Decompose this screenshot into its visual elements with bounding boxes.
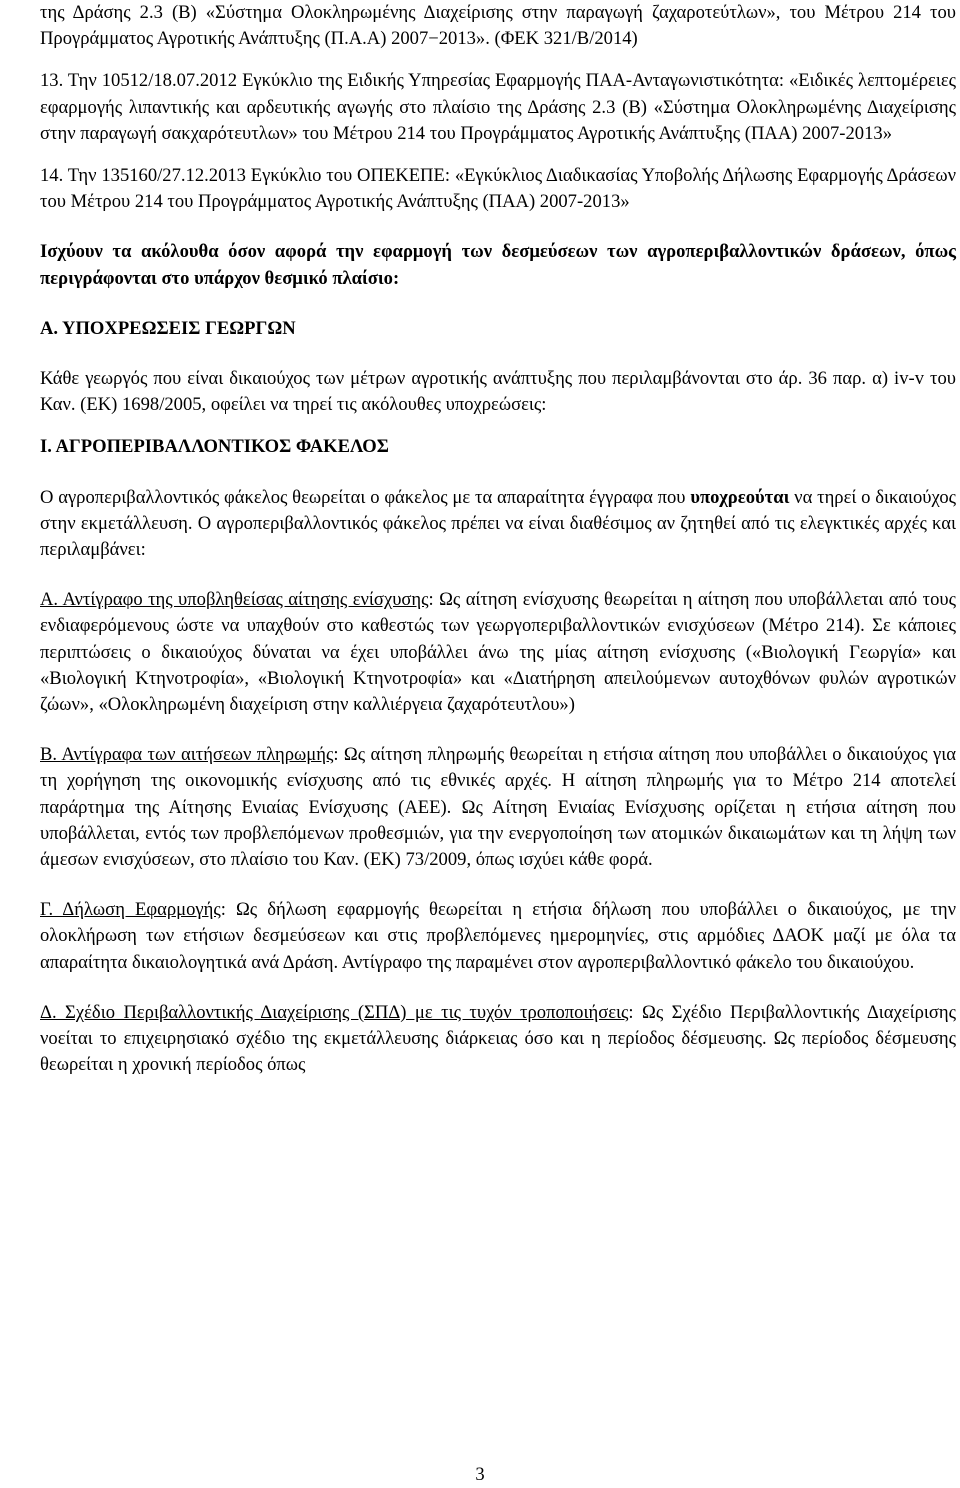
item-d-environmental-plan xyxy=(40,1000,956,1079)
item-b-payment-copies xyxy=(40,742,956,873)
folder-intro-after: να τηρεί ο δικαιούχος στην εκμετάλλευση. Ο αγροπεριβαλλοντικός φάκελος πρέπει να είναι διαθέσιμος αν ζητηθεί από τις ελεγκτικές αρχές και περιλαμβάνει: xyxy=(40,486,956,561)
item-a-title: Α. Αντίγραφο της υποβληθείσας αίτησης ενίσχυσης xyxy=(40,589,429,611)
item-b-title: Β. Αντίγραφα των αιτήσεων πληρωμής xyxy=(40,744,334,766)
folder-intro-before: Ο αγροπεριβαλλοντικός φάκελος θεωρείται ο φάκελος με τα απαραίτητα έγγραφα που xyxy=(40,486,691,508)
reference-12-continued: της Δράσης 2.3 (Β) «Σύστημα Ολοκληρωμένης Διαχείρισης στην παραγωγή ζαχαροτεύτλων», του Μέτρου 214 του Προγράμματος Αγροτικής Ανάπτυξης (Π.Α.Α) 2007−2013». (ΦΕΚ 321/Β/2014) xyxy=(40,2,956,50)
item-d-title: Δ. Σχέδιο Περιβαλλοντικής Διαχείρισης (ΣΠΔ) με τις τυχόν τροποποιήσεις xyxy=(40,1001,629,1023)
page-number: 3 xyxy=(475,1464,485,1485)
reference-14: 14. Την 135160/27.12.2013 Εγκύκλιο του ΟΠΕΚΕΠΕ: «Εγκύκλιος Διαδικασίας Υποβολής Δήλωσης Εφαρμογής Δράσεων του Μέτρου 214 του Προγράμματος Αγροτικής Ανάπτυξης (ΠΑΑ) 2007-2013» xyxy=(40,165,956,213)
item-c-implementation-declaration xyxy=(40,897,956,976)
paragraph-farmer-obligations: Κάθε γεωργός που είναι δικαιούχος των μέτρων αγροτικής ανάπτυξης που περιλαμβάνονται στο άρ. 36 παρ. α) iv-v του Καν. (ΕΚ) 1698/2005, οφείλει να τηρεί τις ακόλουθες υποχρεώσεις: xyxy=(40,368,956,416)
statement-paragraph: Ισχύουν τα ακόλουθα όσον αφορά την εφαρμογή των δεσμεύσεων των αγροπεριβαλλοντικών δράσεων, όπως περιγράφονται στο υπάρχον θεσμικό πλαίσιο: xyxy=(40,241,956,289)
heading-i-agri-environmental-folder: Ι. ΑΓΡΟΠΕΡΙΒΑΛΛΟΝΤΙΚΟΣ ΦΑΚΕΛΟΣ xyxy=(40,436,389,458)
item-d-text: : Ως Σχέδιο Περιβαλλοντικής Διαχείρισης νοείται το επιχειρησιακό σχέδιο της εκμετάλλευσης διάρκειας όσο και η περίοδος δέσμευσης. Ως περίοδος δέσμευσης θεωρείται η χρονική περίοδος όπως xyxy=(40,1001,956,1076)
folder-intro-bold: υποχρεούται xyxy=(690,486,790,508)
item-b-text: : Ως αίτηση πληρωμής θεωρείται η ετήσια αίτηση που υποβάλλει ο δικαιούχος για τη χορήγηση της οικονομικής ενίσχυσης από τις εθνικές αρχές. Η αίτηση πληρωμής για το Μέτρο 214 αποτελεί παράρτημα της Αίτησης Ενιαίας Ενίσχυσης (ΑΕΕ). Ως Αίτηση Ενιαίας Ενίσχυσης ορίζεται η ετήσια αίτηση που υποβάλλεται, εντός των προβλεπόμενων προθεσμιών, για την ενεργοποίηση των ατομικών δικαιωμάτων και τη λήψη των άμεσων ενισχύσεων, στο πλαίσιο του Καν. (ΕΚ) 73/2009, όπως ισχύει κάθε φορά. xyxy=(40,744,957,871)
heading-a-farmer-obligations: Α. ΥΠΟΧΡΕΩΣΕΙΣ ΓΕΩΡΓΩΝ xyxy=(40,317,296,339)
item-c-title: Γ. Δήλωση Εφαρμογής xyxy=(40,899,221,921)
item-a-text: : Ως αίτηση ενίσχυσης θεωρείται η αίτηση που υποβάλλεται από τους ενδιαφερόμενους ώστε να υπαχθούν στο καθεστώς των γεωργοπεριβαλλοντικών ενισχύσεων (Μέτρο 214). Σε κάποιες περιπτώσεις ο δικαιούχος δύναται να έχει υποβάλλει άνω της μίας αίτηση ενίσχυσης («Βιολογική Γεωργία» και «Βιολογική Κτηνοτροφία», «Βιολογική Κτηνοτροφία» και «Διατήρηση απειλούμενων αυτοχθόνων φυλών αγροτικών ζώων», «Ολοκληρωμένη διαχείριση στην καλλιέργεια ζαχαρότευτλου») xyxy=(40,589,956,716)
paragraph-folder-intro xyxy=(40,485,956,564)
reference-13: 13. Την 10512/18.07.2012 Εγκύκλιο της Ειδικής Υπηρεσίας Εφαρμογής ΠΑΑ-Ανταγωνιστικότητα: «Ειδικές λεπτομέρειες εφαρμογής λιπαντικής και αρδευτικής αγωγής στο πλαίσιο της Δράσης 2.3 (Β) «Σύστημα Ολοκληρωμένης Διαχείρισης στην παραγωγή σακχαρότευτλων» του Μέτρου 214 του Προγράμματος Αγροτικής Ανάπτυξης (ΠΑΑ) 2007-2013» xyxy=(40,70,956,144)
item-c-text: : Ως δήλωση εφαρμογής θεωρείται η ετήσια δήλωση που υποβάλλει ο δικαιούχος, με την ολοκλήρωση των ετήσιων δεσμεύσεων και στις προβλεπόμενες ημερομηνίες, στις αρμόδιες ΔΑΟΚ μαζί με όλα τα απαραίτητα δικαιολογητικά ανά Δράση. Αντίγραφο της παραμένει στον αγροπεριβαλλοντικό φάκελο του δικαιούχου. xyxy=(40,899,957,973)
item-a-application-copy xyxy=(40,587,956,718)
